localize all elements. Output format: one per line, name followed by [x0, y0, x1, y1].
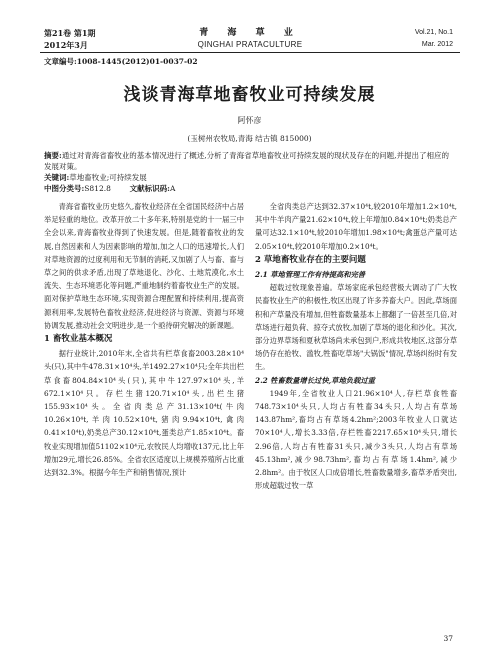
doc-code-label: 文献标识码:: [129, 184, 170, 193]
affiliation: (玉树州农牧局,青海 结古镇 815000): [187, 134, 312, 143]
body-paragraph: 青海省畜牧业历史悠久,畜牧业经济在全省国民经济中占居举足轻重的地位。改革开放二十多年来,特别是党的十一届三中全会以来,青海畜牧业得到了快速发展。但是,随着畜牧业的发展,自然因素和人为因素影响的增加,加之人口的迅速增长,人们对草地资源的过度利用和无节制的消耗,又加剧了人与畜、畜与草之间的供求矛盾,出现了草地退化、沙化、土地荒漠化,水土流失、生态环境恶化等问题,严重地制约着畜牧业生产的发展。面对保护草地生态环境,实现资源合理配置和持续利用,提高资源利用率,发展特色畜牧业经济,促进经济与资源、资源与环境协调发展,推动社会文明进步,是一个亟待研究解决的新课题。: [44, 202, 244, 330]
journal-title-en: QINGHAI PRATACULTURE: [197, 40, 303, 49]
body-paragraph: 据行业统计,2010年末,全省共有栏草食畜2003.28×10⁴头(只),其中牛478.31×10⁴头,羊1492.27×10⁴只;全年共出栏草食畜804.84×10⁴头(只),其中牛127.97×10⁴头,羊672.1×10⁴只。存栏生猪120.71×10⁴头,出栏生猪155.93×10⁴头。全省肉类总产31.13×10⁴t(牛肉10.26×10⁴t,羊肉10.52×10⁴t,猪肉9.94×10⁴t,禽肉0.41×10⁴t),奶类总产30.12×10⁴t,蛋类总产1.85×10⁴t。畜牧业实现增加值51102×10⁴元,农牧民人均增收137元,比上年增加29元,增长26.85%。全省农区适度以上规模养殖所占比重达到32.3%。根据今年生产和销售情况,预计: [44, 349, 245, 478]
header-volume-en: [415, 27, 453, 51]
classification: [44, 183, 454, 194]
abstract-label: 摘要:: [44, 151, 62, 160]
keywords-label: 关键词:: [44, 173, 70, 182]
header-rule: [40, 52, 460, 53]
article-title: 浅谈青海草地畜牧业可持续发展: [123, 85, 376, 105]
author: 阿怀彦: [237, 116, 262, 125]
month-en: Mar. 2012: [421, 41, 453, 48]
header-journal: [180, 27, 320, 51]
keywords-text: 草地畜牧业;可持续发展: [69, 173, 147, 182]
body-left-column: [44, 200, 244, 479]
keywords: [44, 172, 454, 183]
subsection-heading: 2.1 草地管理工作有待提高和完善: [255, 270, 366, 280]
volume-issue-en: Vol.21, No.1: [414, 29, 453, 36]
year-month-cn: 2012年3月: [44, 40, 88, 50]
section-heading: 1 畜牧业基本概况: [44, 334, 113, 345]
abstract-text: 通过对青海省畜牧业的基本情况进行了概述,分析了青海省草地畜牧业可持续发展的现状及存在的问题,并提出了相应的发展对策。: [44, 151, 450, 171]
section-heading: 2 草地畜牧业存在的主要问题: [255, 254, 366, 265]
body-paragraph: 超载过牧现象普遍。草场家庭承包经营极大调动了广大牧民畜牧业生产的积极性,牧区出现了许多养畜大户。因此,草场面积和产草量没有增加,但牲畜数量基本上都翻了一倍甚至几倍,对草场进行超负荷、掠夺式放牧,加剧了草场的退化和沙化。其次,部分边界草场和夏秋草场尚未承包到户,形成共牧地区,这部分草场仍存在抢牧、滥牧,牲畜吃草场"大锅饭"情况,草场纠纷时有发生。: [255, 283, 457, 372]
body-right-column: [255, 200, 457, 492]
volume-issue-cn: 第21卷 第1期: [44, 28, 96, 38]
doc-code: A: [169, 184, 176, 193]
journal-title-cn: 青 海 草 业: [199, 28, 301, 38]
page-number: 37: [443, 634, 453, 643]
body-paragraph: 1949年,全省牧业人口21.96×10⁴人,存栏草食牲畜748.73×10⁴头只,人均占有牲畜34头只,人均占有草场143.87hm²,畜均占有草场4.2hm²;2003年牧业人口就达70×10⁴人,增长3.33倍,存栏牲畜2217.65×10⁴头只,增长2.96倍,人均占有牲畜31头只,减少3头只,人均占有草场45.13hm²,减少98.73hm²,畜均占有草场1.4hm²,减少2.8hm²。由于牧区人口成倍增长,牲畜数量增多,畜草矛盾突出,形成超载过牧一草: [255, 388, 457, 491]
abstract: [44, 150, 454, 172]
clc-code: S812.8: [84, 184, 111, 193]
article-number: 文章编号:1008-1445(2012)01-0037-02: [44, 57, 198, 66]
subsection-heading: 2.2 牲畜数量增长过快,草地负载过重: [255, 375, 375, 385]
clc-label: 中图分类号:: [44, 184, 85, 193]
body-paragraph: 全省肉类总产达到32.37×10⁴t,较2010年增加1.2×10⁴t,其中牛羊肉产量21.62×10⁴t,较上年增加0.84×10⁴t;奶类总产量可达32.1×10⁴t,较2010年增加1.98×10⁴t;禽蛋总产量可达2.05×10⁴t,较2010年增加0.2×10⁴t。: [255, 202, 457, 251]
header-volume-cn: [44, 27, 95, 51]
